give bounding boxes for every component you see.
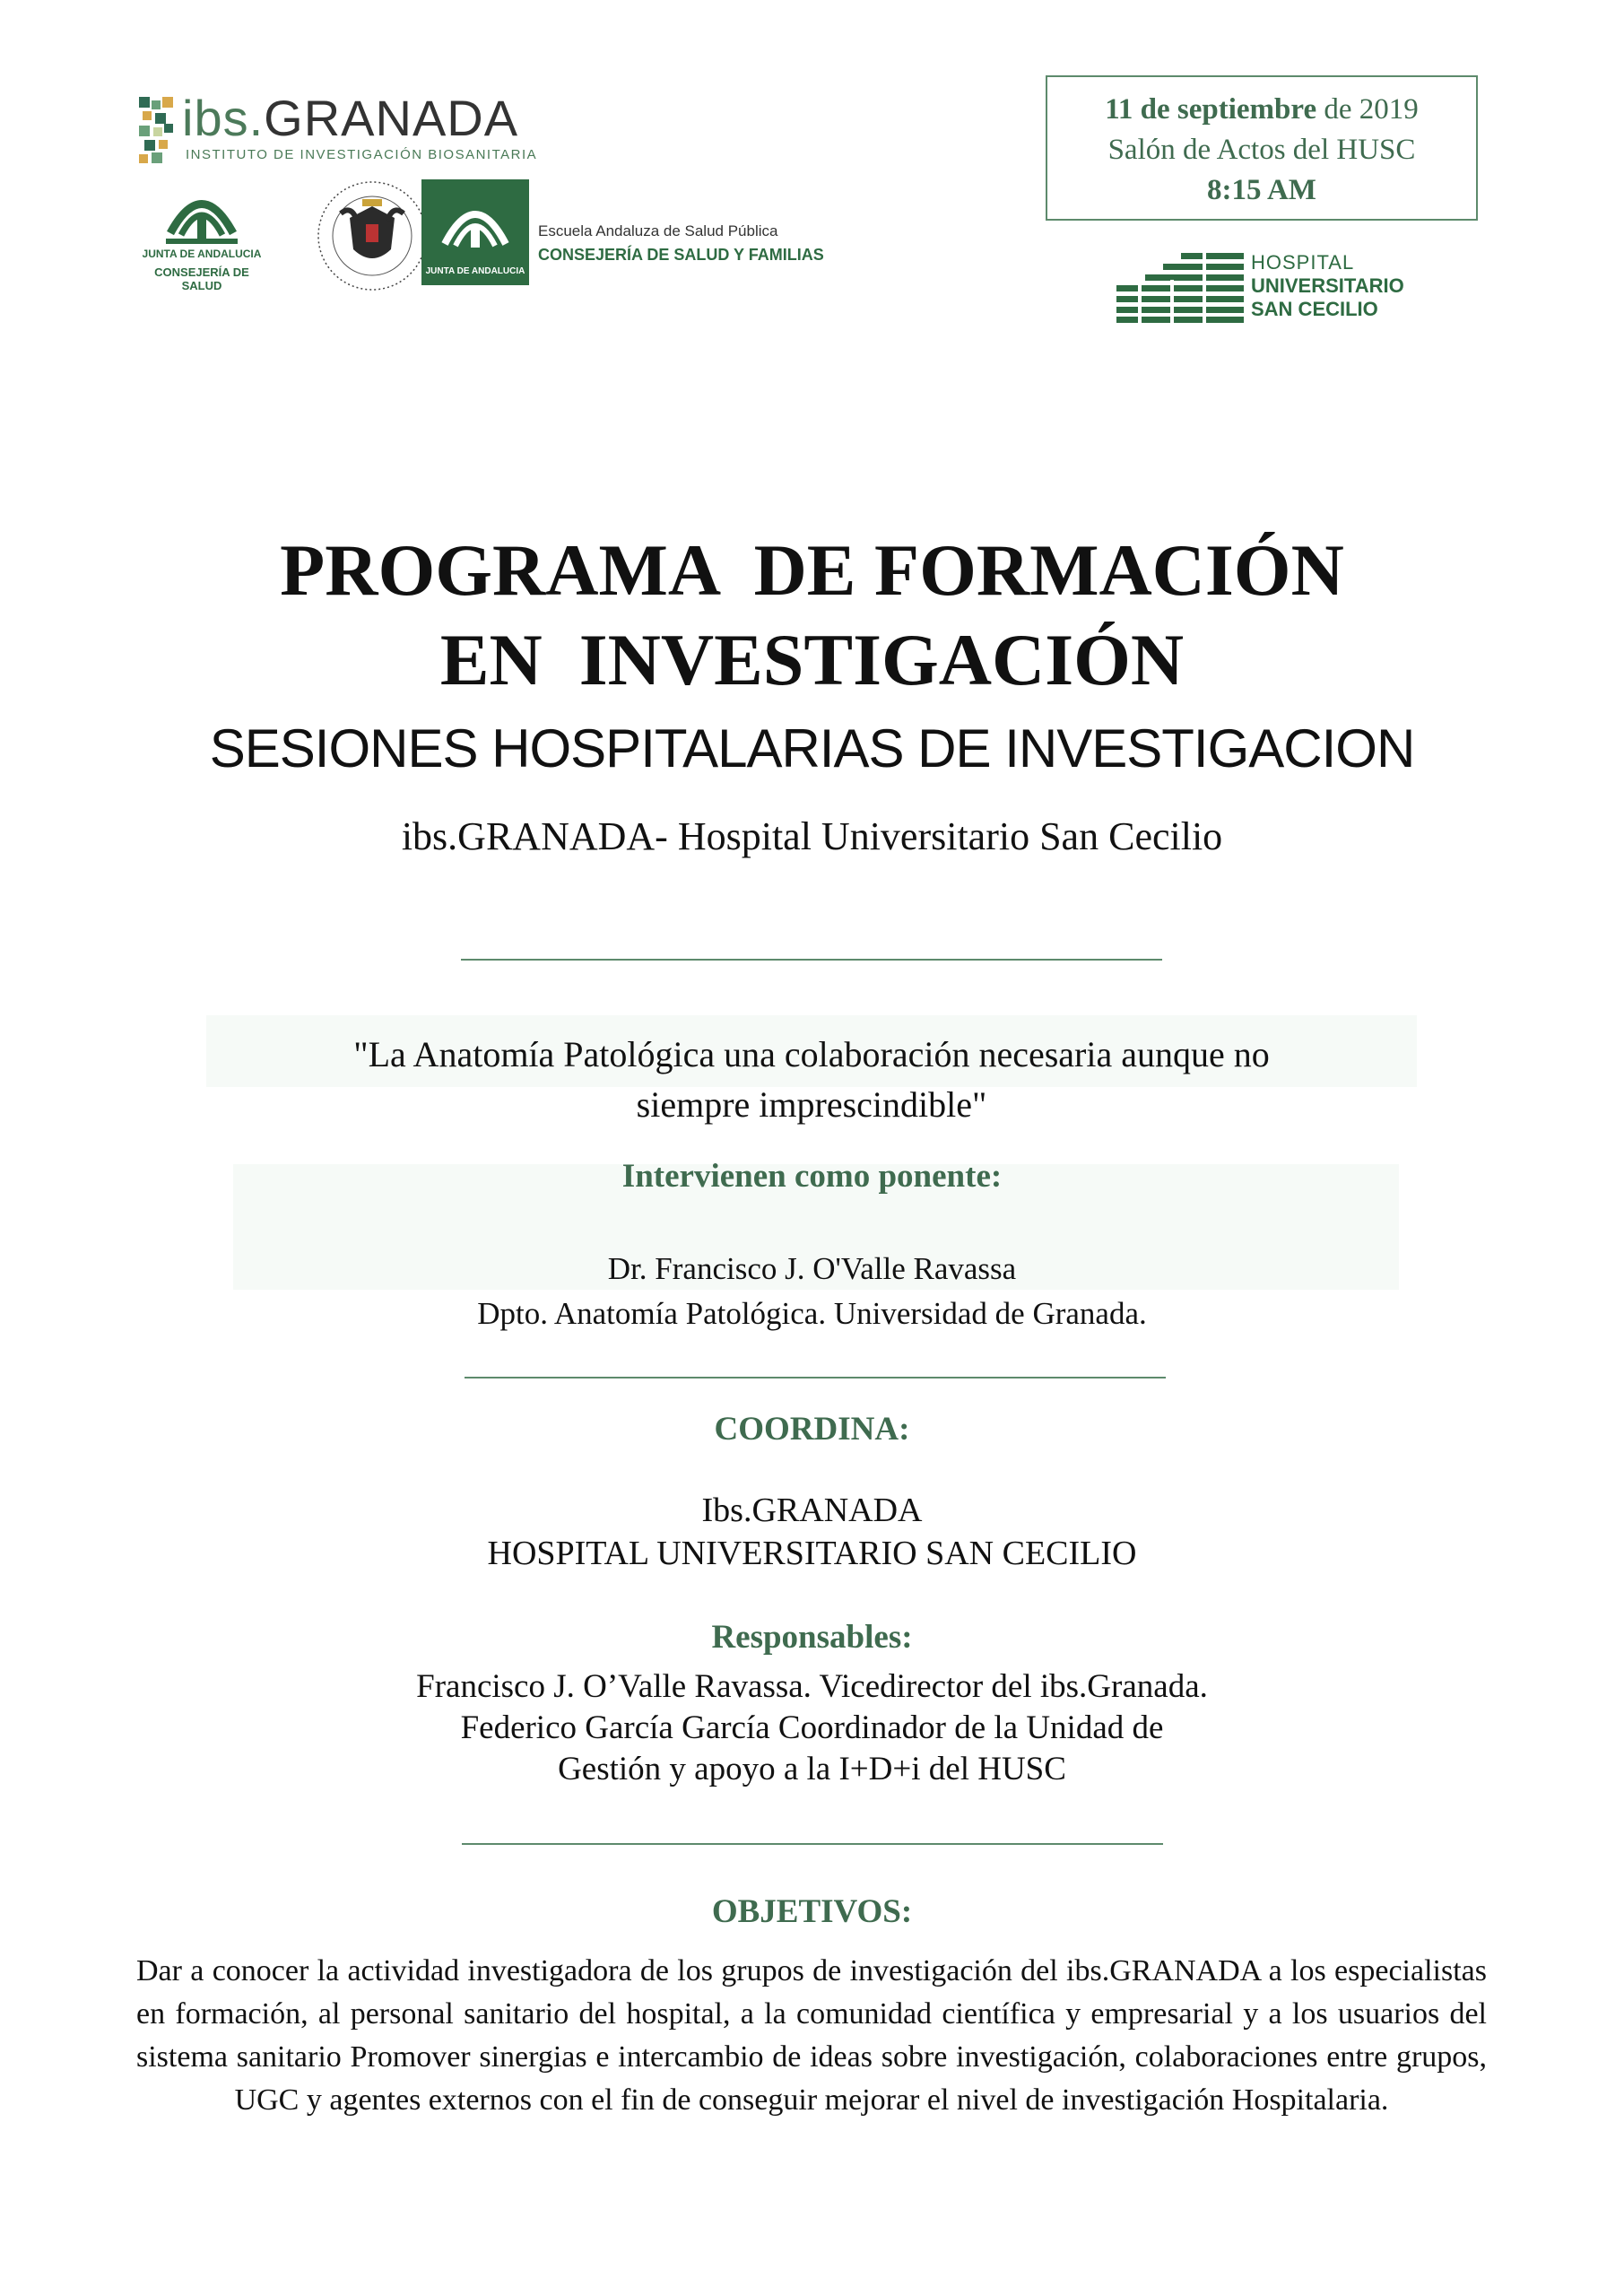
speaker-name: Dr. Francisco J. O'Valle Ravassa: [607, 1251, 1017, 1286]
junta-emblem-icon: [135, 179, 269, 248]
responsable-line1: Francisco J. O’Valle Ravassa. Vicedirector del ibs.Granada.: [416, 1668, 1208, 1705]
ibs-granada-logo: [139, 90, 543, 170]
hospital-line3: SAN CECILIO: [1251, 298, 1378, 320]
easp-department: CONSEJERÍA DE SALUD Y FAMILIAS: [538, 246, 824, 264]
hospital-building-icon: [1116, 253, 1251, 323]
junta-emblem-icon-2: [421, 185, 529, 257]
easp-name: Escuela Andaluza de Salud Pública: [538, 222, 778, 239]
junta-name: JUNTA DE ANDALUCIA: [142, 248, 262, 260]
ibs-mosaic-icon: [139, 97, 175, 165]
event-info-box: [1046, 75, 1478, 221]
divider: [465, 1377, 1166, 1378]
responsables-label: Responsables:: [711, 1619, 913, 1656]
ibs-name: GRANADA: [264, 90, 519, 146]
event-time: 8:15 AM: [1207, 174, 1316, 206]
coordination-line1: Ibs.GRANADA: [701, 1492, 923, 1529]
sessions-subtitle: SESIONES HOSPITALARIAS DE INVESTIGACION: [209, 718, 1415, 778]
ibs-prefix: ibs.: [182, 90, 265, 146]
junta-label: JUNTA DE ANDALUCIA: [425, 266, 525, 276]
university-seal-icon: [314, 178, 430, 294]
institution-subtitle: ibs.GRANADA- Hospital Universitario San Cecilio: [401, 814, 1223, 858]
coordination-info: [0, 1489, 1624, 1575]
speaker-info: [0, 1247, 1624, 1336]
junta-andalucia-logo: [135, 179, 269, 292]
responsable-line2: Federico García García Coordinador de la Unidad de: [460, 1709, 1164, 1746]
objectives-text: Dar a conocer la actividad investigadora de los grupos de investigación del ibs.GRANADA a los especialistas en formación, al personal sanitario del hospital, a la comunidad científica y empresarial y a los usuarios del sistema sanitario Promover sinergias e intercambio de ideas sobre investigación, colaboraciones entre grupos, UGC y agentes externos con el fin de conseguir mejorar el nivel de investigación Hospitalaria.: [136, 1954, 1487, 2117]
hospital-san-cecilio-logo: [1116, 248, 1439, 328]
talk-title: [206, 1030, 1417, 1130]
program-title-line1: PROGRAMA DE FORMACIÓN: [280, 529, 1344, 611]
hospital-line2: UNIVERSITARIO: [1251, 274, 1404, 297]
talk-title-line2: siempre imprescindible": [636, 1084, 987, 1125]
junta-department: CONSEJERÍA DE SALUD: [154, 265, 249, 292]
responsable-line3: Gestión y apoyo a la I+D+i del HUSC: [558, 1751, 1066, 1787]
event-year: de 2019: [1316, 93, 1419, 126]
event-date: [1047, 90, 1476, 130]
event-place: Salón de Actos del HUSC: [1107, 134, 1416, 166]
coordination-label: COORDINA:: [714, 1411, 910, 1448]
divider: [462, 1843, 1163, 1845]
divider: [461, 959, 1162, 961]
objectives-label: OBJETIVOS:: [711, 1893, 913, 1930]
program-title-line2: EN INVESTIGACIÓN: [439, 619, 1185, 700]
easp-logo-text: [538, 222, 825, 265]
junta-andalucia-logo-2: [421, 179, 529, 285]
hospital-line1: HOSPITAL: [1251, 251, 1355, 274]
responsables-info: [0, 1666, 1624, 1790]
speaker-label: Intervienen como ponente:: [621, 1158, 1003, 1195]
speaker-department: Dpto. Anatomía Patológica. Universidad de Granada.: [477, 1296, 1147, 1331]
ibs-subtitle: INSTITUTO DE INVESTIGACIÓN BIOSANITARIA: [186, 147, 538, 162]
event-date-bold: 11 de septiembre: [1105, 93, 1317, 126]
talk-title-line1: "La Anatomía Patológica una colaboración necesaria aunque no: [353, 1034, 1270, 1074]
coordination-line2: HOSPITAL UNIVERSITARIO SAN CECILIO: [487, 1535, 1137, 1572]
